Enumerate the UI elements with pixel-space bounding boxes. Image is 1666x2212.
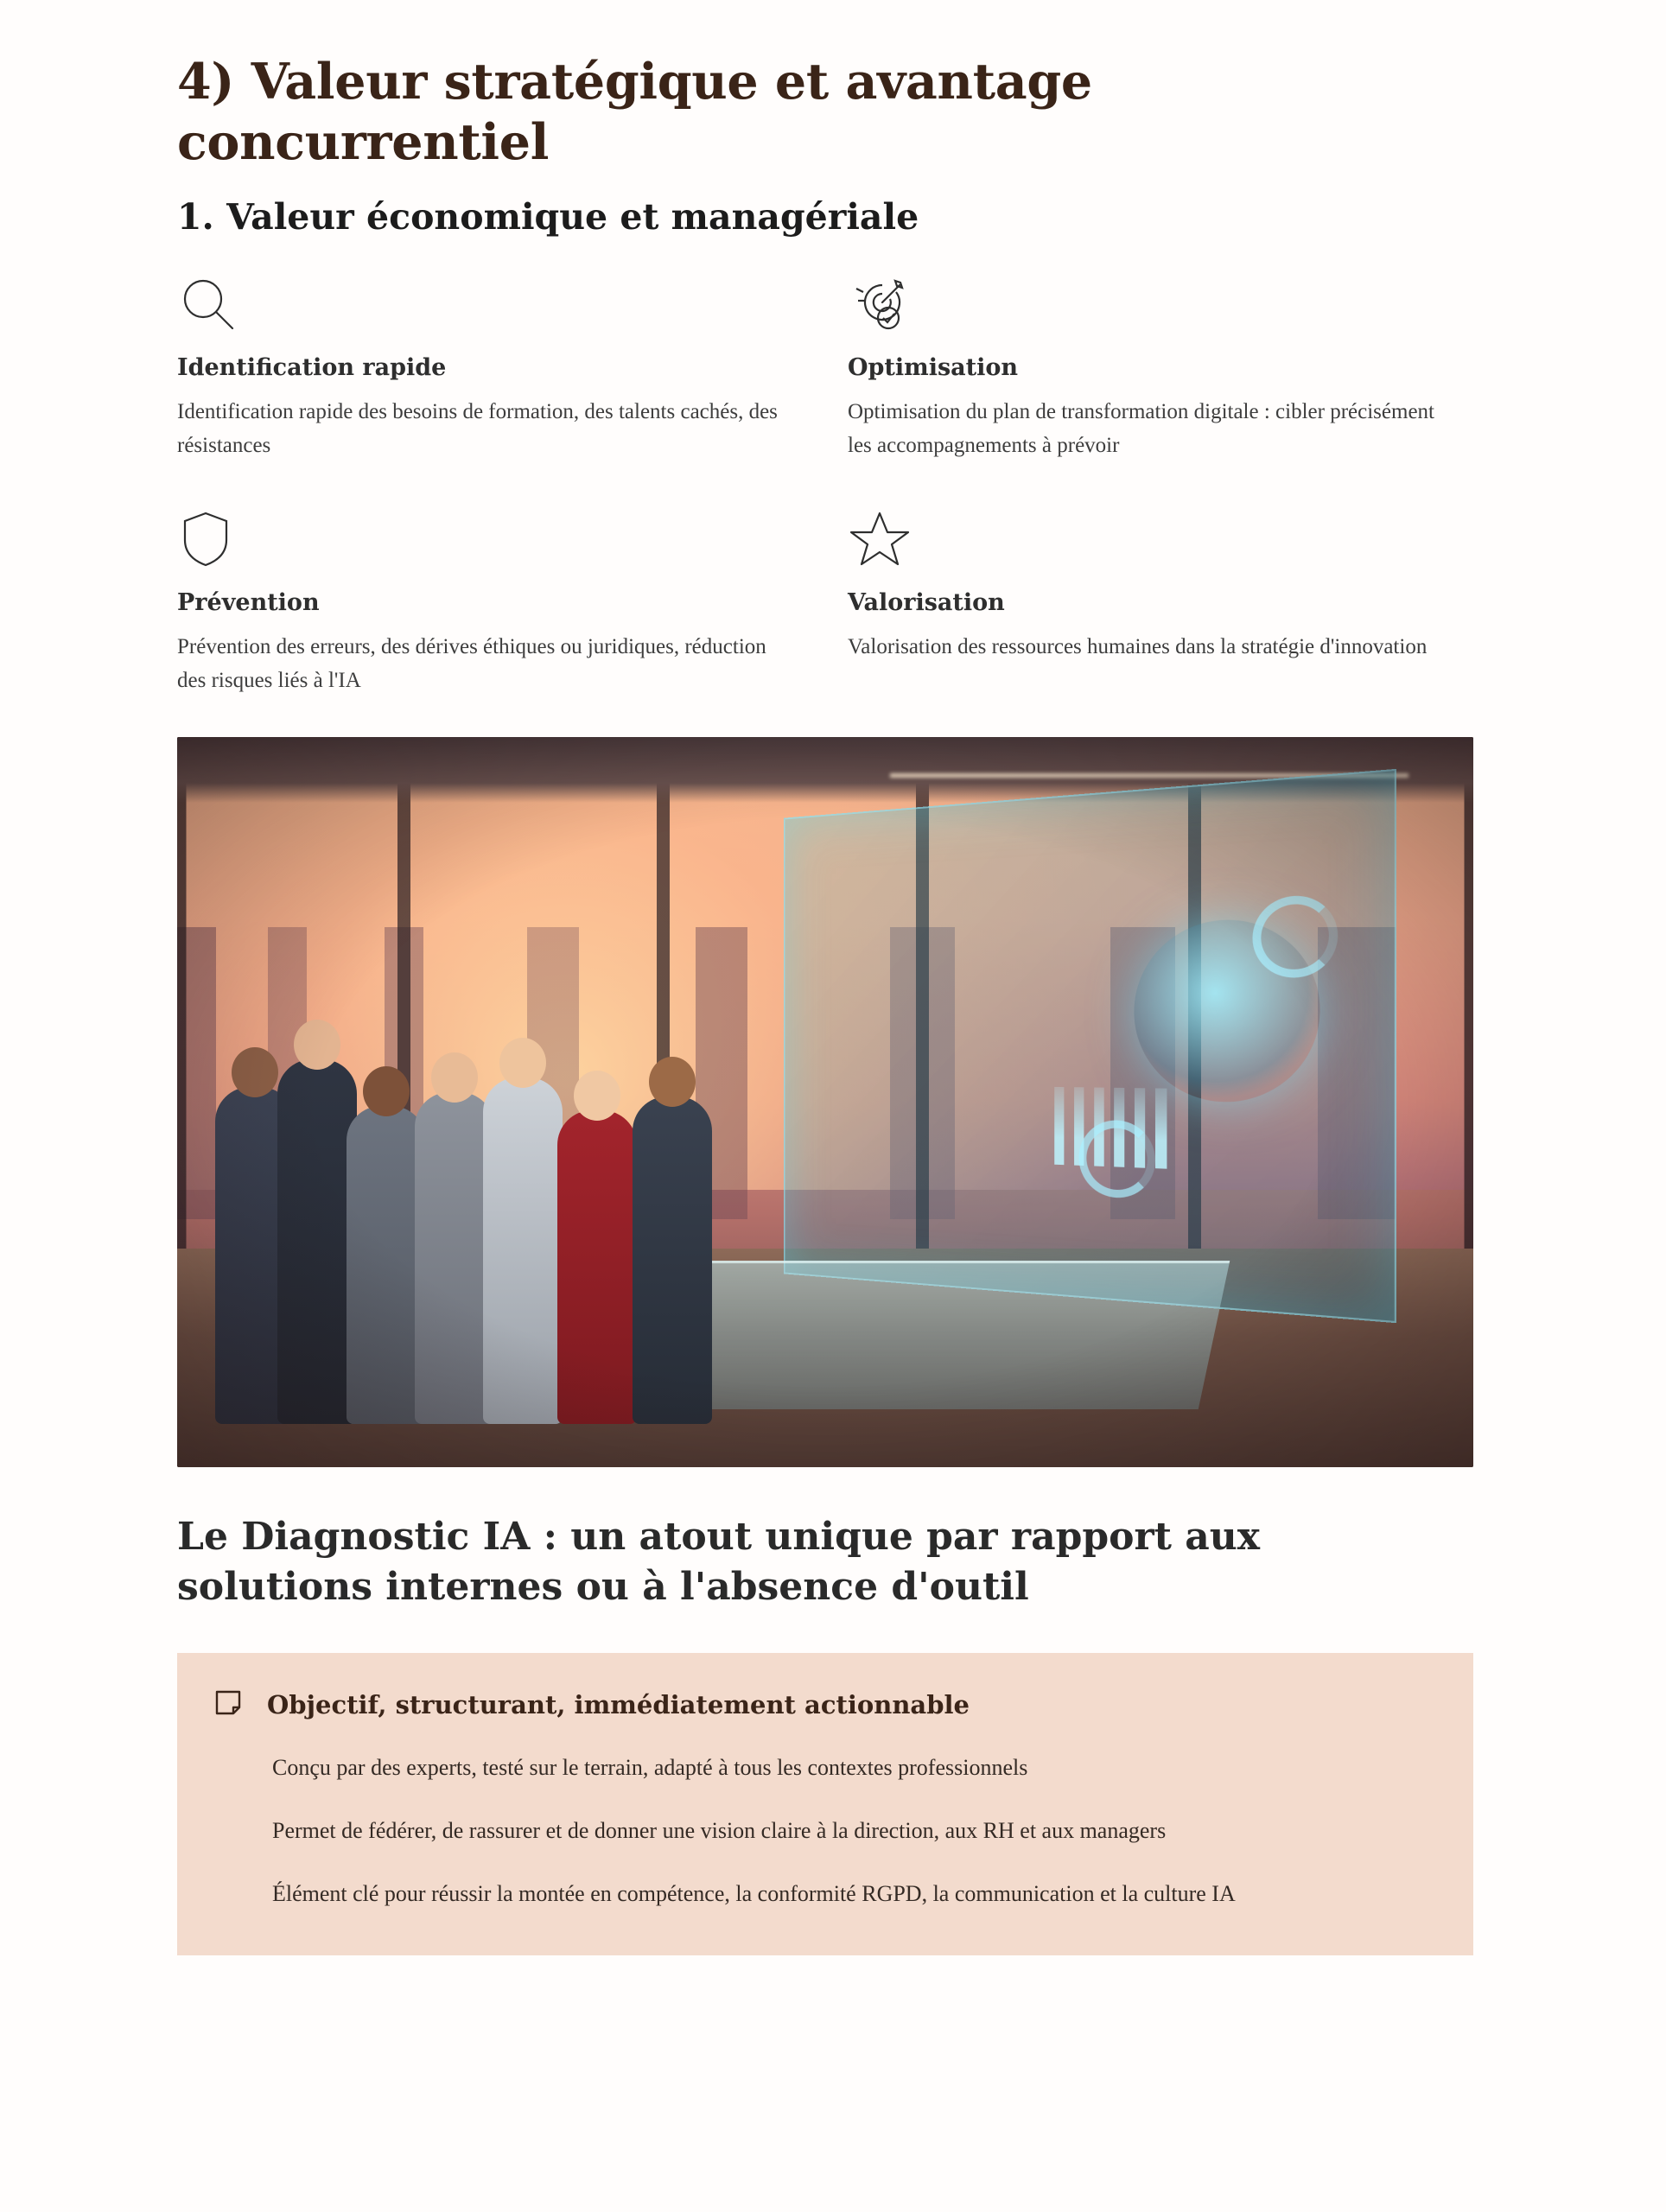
callout-list (213, 1751, 1423, 1910)
illustration-image (177, 737, 1473, 1467)
feature-item-identification (177, 273, 799, 463)
feature-item-optimisation (848, 273, 1470, 463)
person-head (499, 1038, 546, 1088)
feature-body: Identification rapide des besoins de formation, des talents cachés, des résistances (177, 400, 778, 458)
person-figure (483, 1077, 563, 1423)
callout-header (213, 1688, 1423, 1722)
person-head (363, 1066, 410, 1116)
feature-item-valorisation (848, 508, 1470, 698)
person-head (232, 1047, 278, 1097)
feature-grid (177, 273, 1545, 697)
feature-title: Identification rapide (177, 354, 447, 382)
person-figure (557, 1110, 637, 1423)
shield-icon (177, 508, 799, 569)
person-head (431, 1052, 478, 1103)
person-figure (633, 1096, 712, 1424)
feature-title: Valorisation (848, 588, 1005, 616)
person-head (294, 1020, 340, 1070)
person-figure (415, 1092, 494, 1424)
feature-title: Optimisation (848, 354, 1019, 382)
holographic-screen (784, 769, 1396, 1323)
feature-title: Prévention (177, 588, 320, 616)
feature-item-prevention (177, 508, 799, 698)
feature-body: Valorisation des ressources humaines dans la stratégie d'innovation (848, 634, 1428, 658)
donut-chart-graphic (1253, 894, 1339, 979)
callout-title: Objectif, structurant, immédiatement actionnable (267, 1689, 970, 1719)
magnifier-icon (177, 273, 799, 334)
subsection-title: 1. Valeur économique et managériale (177, 196, 919, 238)
section-heading-diagnostic: Le Diagnostic IA : un atout unique par rapport aux solutions internes ou à l'absence d'outil (177, 1515, 1261, 1610)
star-icon (848, 508, 1470, 569)
audience-group (203, 957, 825, 1424)
person-figure (347, 1106, 426, 1424)
callout-box (177, 1653, 1473, 1956)
person-figure (277, 1059, 357, 1424)
list-item: Permet de fédérer, de rassurer et de donner une vision claire à la direction, aux RH et aux managers (272, 1818, 1167, 1844)
list-item: Élément clé pour réussir la montée en compétence, la conformité RGPD, la communication et la culture IA (272, 1881, 1236, 1907)
person-head (649, 1057, 696, 1107)
feature-body: Optimisation du plan de transformation digitale : cibler précisément les accompagnements à prévoir (848, 400, 1434, 458)
list-item: Conçu par des experts, testé sur le terrain, adapté à tous les contextes professionnels (272, 1755, 1028, 1781)
feature-body: Prévention des erreurs, des dérives éthiques ou juridiques, réduction des risques liés à l'IA (177, 634, 766, 692)
target-check-icon (848, 273, 1470, 334)
page-title: 4) Valeur stratégique et avantage concurrentiel (177, 53, 1092, 171)
donut-chart-graphic (1078, 1119, 1154, 1199)
person-head (574, 1071, 620, 1121)
note-icon (213, 1688, 243, 1721)
